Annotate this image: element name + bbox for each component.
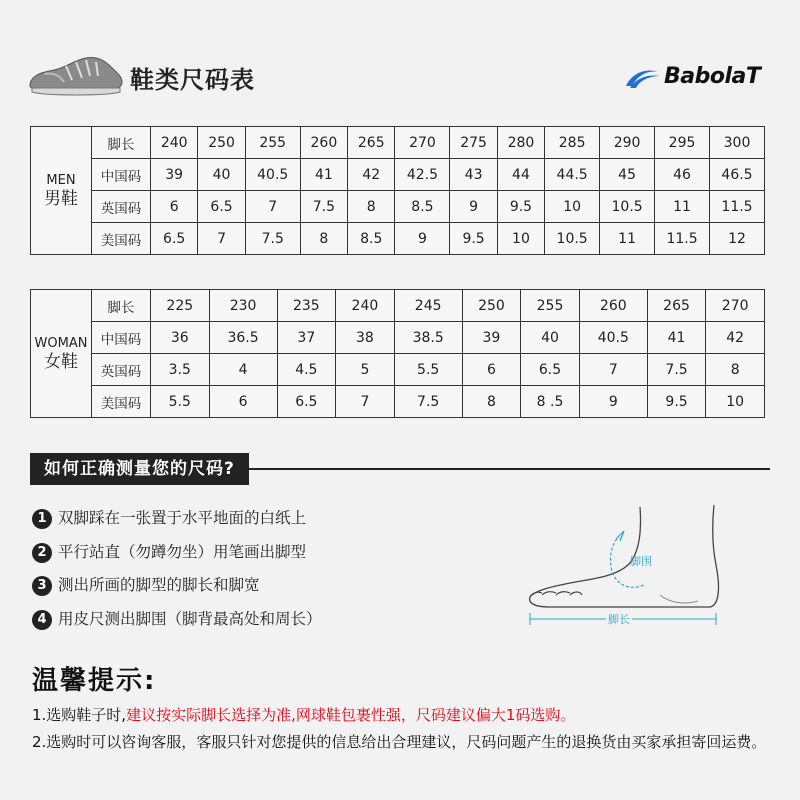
table-cell: 235 (277, 290, 336, 322)
table-cell: 11.5 (655, 223, 710, 255)
brand-name: BabolaT (664, 64, 761, 89)
table-cell: 42 (706, 322, 765, 354)
step-4 (32, 607, 322, 631)
table-cell: 11 (655, 191, 710, 223)
tips-title: 温馨提示: (32, 666, 157, 696)
table-cell: 4.5 (277, 354, 336, 386)
table-cell: 290 (600, 127, 655, 159)
table-cell: 10 (545, 191, 600, 223)
women-size-table (30, 289, 765, 418)
table-cell: 7.5 (647, 354, 706, 386)
step-2 (32, 540, 306, 564)
shoe-icon (26, 50, 126, 98)
table-row (31, 322, 765, 354)
table-cell: 39 (462, 322, 521, 354)
table-cell: 5.5 (151, 386, 210, 418)
table-cell: 7.5 (245, 223, 300, 255)
table-cell: 6 (462, 354, 521, 386)
table-cell: 6.5 (151, 223, 198, 255)
table-cell: 40.5 (245, 159, 300, 191)
row-label: 脚长 (92, 127, 151, 159)
table-cell: 260 (300, 127, 347, 159)
table-cell: 40.5 (579, 322, 647, 354)
tip-1-prefix: 1.选购鞋子时, (32, 706, 127, 724)
table-cell: 275 (450, 127, 497, 159)
table-cell: 5 (336, 354, 395, 386)
table-cell: 46.5 (710, 159, 765, 191)
table-cell: 225 (151, 290, 210, 322)
table-cell: 255 (521, 290, 580, 322)
table-cell: 36 (151, 322, 210, 354)
header (0, 0, 800, 110)
table-cell: 46 (655, 159, 710, 191)
row-label: 英国码 (92, 191, 151, 223)
step-number: 2 (32, 543, 52, 563)
table-cell: 280 (497, 127, 544, 159)
table-cell: 41 (647, 322, 706, 354)
table-cell: 265 (348, 127, 395, 159)
table-cell: 255 (245, 127, 300, 159)
page-title: 鞋类尺码表 (130, 66, 255, 94)
table-cell: 45 (600, 159, 655, 191)
table-cell: 44.5 (545, 159, 600, 191)
table-cell: 38 (336, 322, 395, 354)
table-cell: 37 (277, 322, 336, 354)
table-cell: 270 (395, 127, 450, 159)
step-number: 1 (32, 509, 52, 529)
table-row (31, 386, 765, 418)
tip-1-highlight: 建议按实际脚长选择为准,网球鞋包裹性强，尺码建议偏大1码选购。 (126, 706, 576, 724)
table-cell: 270 (706, 290, 765, 322)
table-cell: 7 (336, 386, 395, 418)
table-cell: 250 (198, 127, 245, 159)
table-cell: 6 (209, 386, 277, 418)
table-cell: 230 (209, 290, 277, 322)
row-label: 美国码 (92, 223, 151, 255)
table-cell: 39 (151, 159, 198, 191)
gender-cn: 女鞋 (44, 351, 78, 372)
step-number: 3 (32, 576, 52, 596)
table-cell: 9.5 (450, 223, 497, 255)
table-cell: 7.5 (394, 386, 462, 418)
table-cell: 9.5 (497, 191, 544, 223)
table-cell: 6.5 (521, 354, 580, 386)
table-cell: 11.5 (710, 191, 765, 223)
table-cell: 245 (394, 290, 462, 322)
table-row (31, 290, 765, 322)
gender-en: MEN (46, 172, 76, 188)
table-cell: 43 (450, 159, 497, 191)
table-row (31, 191, 765, 223)
row-label: 中国码 (92, 322, 151, 354)
table-cell: 300 (710, 127, 765, 159)
step-text: 双脚踩在一张置于水平地面的白纸上 (58, 509, 307, 527)
table-cell: 8 (348, 191, 395, 223)
table-cell: 8 (706, 354, 765, 386)
table-cell: 8.5 (348, 223, 395, 255)
table-cell: 6.5 (198, 191, 245, 223)
table-cell: 3.5 (151, 354, 210, 386)
table-cell: 41 (300, 159, 347, 191)
gender-cell (31, 290, 92, 418)
table-cell: 285 (545, 127, 600, 159)
table-cell: 12 (710, 223, 765, 255)
table-cell: 7.5 (300, 191, 347, 223)
tip-2: 2.选购时可以咨询客服，客服只针对您提供的信息给出合理建议，尺码问题产生的退换货由买家承担寄回运费。 (32, 733, 767, 751)
table-cell: 7 (579, 354, 647, 386)
step-text: 用皮尺测出脚围（脚背最高处和周长） (58, 610, 322, 628)
table-cell: 10 (706, 386, 765, 418)
gender-en: WOMAN (34, 335, 88, 351)
table-cell: 5.5 (394, 354, 462, 386)
girth-label: 脚围 (630, 555, 652, 568)
table-cell: 9 (395, 223, 450, 255)
table-row (31, 159, 765, 191)
table-cell: 10 (497, 223, 544, 255)
table-cell: 8 .5 (521, 386, 580, 418)
table-cell: 295 (655, 127, 710, 159)
table-cell: 9.5 (647, 386, 706, 418)
length-label: 脚长 (608, 613, 630, 626)
table-cell: 8 (462, 386, 521, 418)
step-text: 测出所画的脚型的脚长和脚宽 (58, 576, 260, 594)
table-cell: 11 (600, 223, 655, 255)
table-cell: 40 (521, 322, 580, 354)
table-row (31, 354, 765, 386)
table-cell: 42 (348, 159, 395, 191)
step-text: 平行站直（勿蹲勿坐）用笔画出脚型 (58, 543, 307, 561)
table-cell: 7 (198, 223, 245, 255)
table-cell: 40 (198, 159, 245, 191)
table-cell: 240 (151, 127, 198, 159)
step-number: 4 (32, 610, 52, 630)
row-label: 美国码 (92, 386, 151, 418)
gender-cn: 男鞋 (44, 188, 78, 209)
table-cell: 6 (151, 191, 198, 223)
foot-diagram (520, 495, 770, 635)
table-cell: 260 (579, 290, 647, 322)
table-row (31, 127, 765, 159)
table-cell: 42.5 (395, 159, 450, 191)
row-label: 中国码 (92, 159, 151, 191)
table-cell: 36.5 (209, 322, 277, 354)
table-cell: 240 (336, 290, 395, 322)
table-cell: 44 (497, 159, 544, 191)
table-cell: 10.5 (600, 191, 655, 223)
men-size-table (30, 126, 765, 255)
table-cell: 265 (647, 290, 706, 322)
table-cell: 250 (462, 290, 521, 322)
table-row (31, 223, 765, 255)
step-1 (32, 506, 306, 530)
table-cell: 38.5 (394, 322, 462, 354)
step-3 (32, 573, 260, 597)
table-cell: 9 (579, 386, 647, 418)
row-label: 脚长 (92, 290, 151, 322)
table-cell: 4 (209, 354, 277, 386)
howto-title: 如何正确测量您的尺码? (30, 453, 249, 485)
table-cell: 8.5 (395, 191, 450, 223)
row-label: 英国码 (92, 354, 151, 386)
gender-cell (31, 127, 92, 255)
table-cell: 9 (450, 191, 497, 223)
table-cell: 7 (245, 191, 300, 223)
tip-1 (32, 703, 777, 727)
table-cell: 8 (300, 223, 347, 255)
table-cell: 10.5 (545, 223, 600, 255)
table-cell: 6.5 (277, 386, 336, 418)
